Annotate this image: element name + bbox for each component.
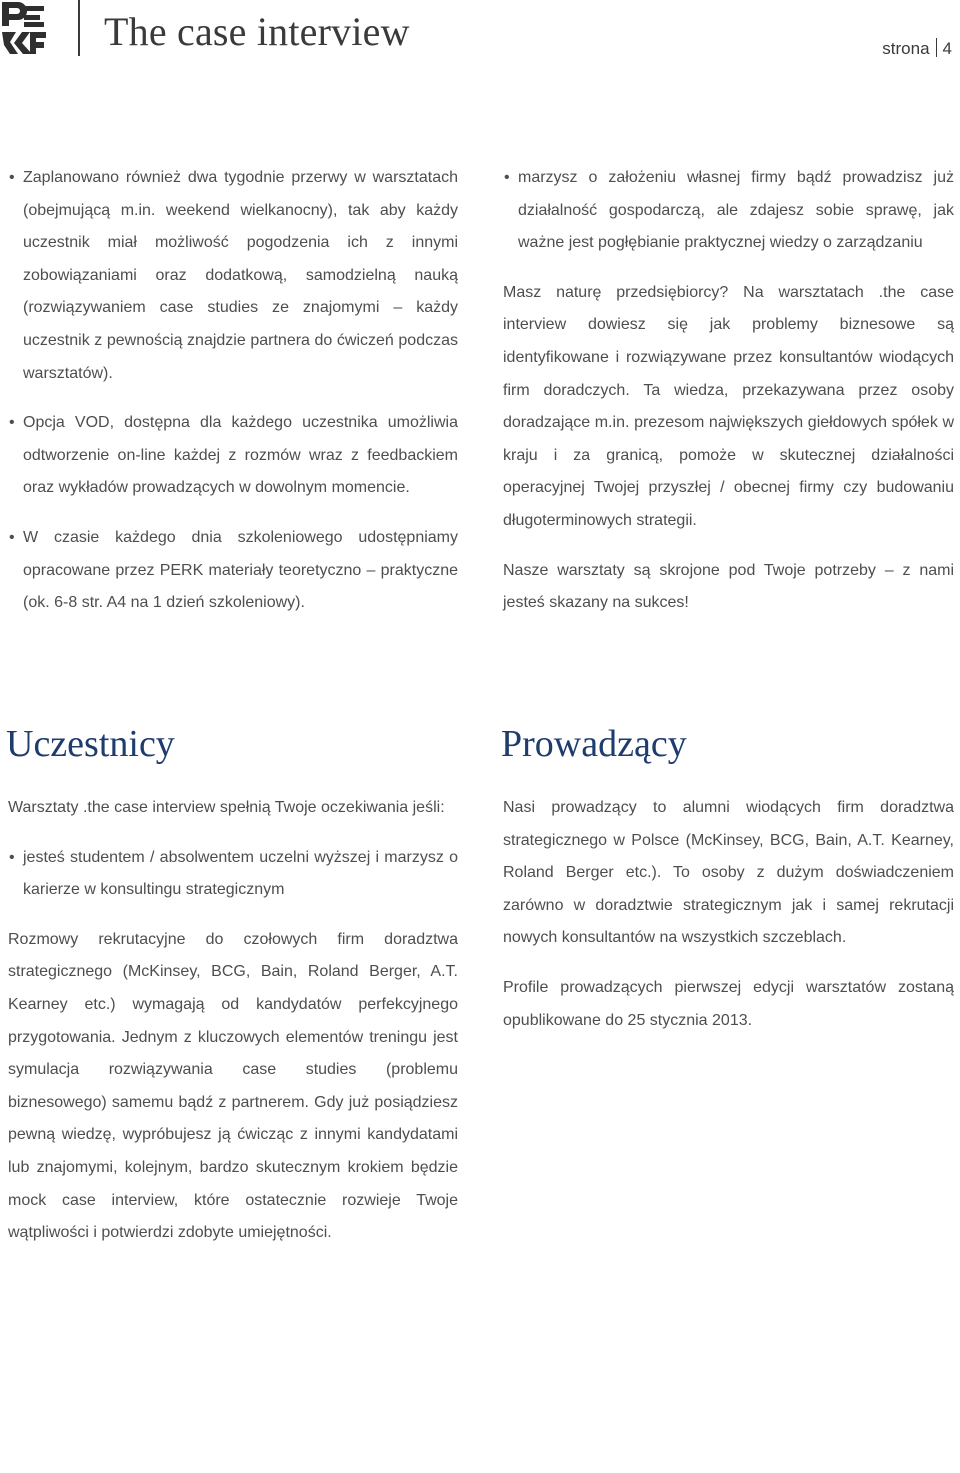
tailored-paragraph: Nasze warsztaty są skrojone pod Twoje potrzeby – z nami jesteś skazany na sukces!	[503, 561, 954, 612]
bullet-item-entrepreneur: • marzysz o założeniu własnej firmy bądź prowadzisz już działalność gospodarczą, ale zdajesz sobie sprawę, jak ważne jest pogłębianie praktycznej wiedzy o zarządzaniu	[503, 162, 954, 260]
left-top-column	[8, 162, 458, 620]
header-divider	[78, 0, 80, 56]
page-number	[882, 38, 952, 59]
uczestnicy-paragraph: Rozmowy rekrutacyjne do czołowych firm doradztwa strategicznego (McKinsey, BCG, Bain, Roland Berger, A.T. Kearney etc.) wymagają od kandydatów perfekcyjnego przygotowania. Jednym z kluczowych elementów treningu jest symulacja rozwiązywania case studies (problemu biznesowego) samemu bądź z partnerem. Gdy już posiądziesz pewną wiedzę, wypróbujesz ją ćwicząc z innymi kandydatami lub znajomymi, kolejnym, bardzo skutecznym krokiem będzie mock case interview, które ostatecznie rozwieje Twoje wątpliwości i potwierdzi zdobyte umiejętności.	[8, 930, 458, 1242]
bullet-item-materials: • W czasie każdego dnia szkoleniowego udostępniamy opracowane przez PERK materiały teoretyczno – praktyczne (ok. 6-8 str. A4 na 1 dzień szkoleniowy).	[8, 522, 458, 620]
heading-uczestnicy: Uczestnicy	[6, 723, 175, 765]
perk-logo	[0, 0, 52, 56]
bullet-item-breaks: • Zaplanowano również dwa tygodnie przerwy w warsztatach (obejmującą m.in. weekend wielkanocny), tak aby każdy uczestnik miał możliwość pogodzenia ich z innymi zobowiązaniami oraz dodatkową, samodzielną nauką (rozwiązywaniem case studies ze znajomymi – każdy uczestnik z pewnością znajdzie partnera do ćwiczeń podczas warsztatów).	[8, 162, 458, 390]
prowadzacy-column	[503, 792, 954, 1037]
uczestnicy-column	[8, 792, 458, 1250]
page-number-separator	[936, 38, 937, 57]
heading-prowadzacy: Prowadzący	[501, 723, 687, 765]
prowadzacy-paragraph: Nasi prowadzący to alumni wiodących firm doradztwa strategicznego w Polsce (McKinsey, BCG, Bain, A.T. Kearney, Roland Berger etc.). To osoby z dużym doświadczeniem zarówno w doradztwie strategicznym jak i samej rekrutacji nowych konsultantów na wszystkich szczeblach.	[503, 799, 954, 947]
page-number-value: 4	[942, 39, 952, 58]
bullet-item-student: • jesteś studentem / absolwentem uczelni wyższej i marzysz o karierze w konsultingu strategicznym	[8, 842, 458, 907]
document-title: The case interview	[104, 9, 410, 54]
uczestnicy-intro: Warsztaty .the case interview spełnią Twoje oczekiwania jeśli:	[8, 799, 445, 816]
entrepreneur-paragraph: Masz naturę przedsiębiorcy? Na warsztatach .the case interview dowiesz się jak problemy biznesowe są identyfikowane i rozwiązywane przez konsultantów wiodących firm doradczych. Ta wiedza, przekazywana przez osoby doradzające m.in. prezesom największych giełdowych spółek w kraju i za granicą, pomoże w skutecznej działalności operacyjnej Twojej przyszłej / obecnej firmy czy budowaniu długoterminowych strategii.	[503, 283, 954, 529]
page-label: strona	[882, 39, 930, 58]
bullet-item-vod: • Opcja VOD, dostępna dla każdego uczestnika umożliwia odtworzenie on-line każdej z rozmów wraz z feedbackiem oraz wykładów prowadzących w dowolnym momencie.	[8, 407, 458, 505]
profiles-paragraph: Profile prowadzących pierwszej edycji warsztatów zostaną opublikowane do 25 stycznia 2013.	[503, 978, 954, 1029]
right-top-column	[503, 162, 954, 620]
